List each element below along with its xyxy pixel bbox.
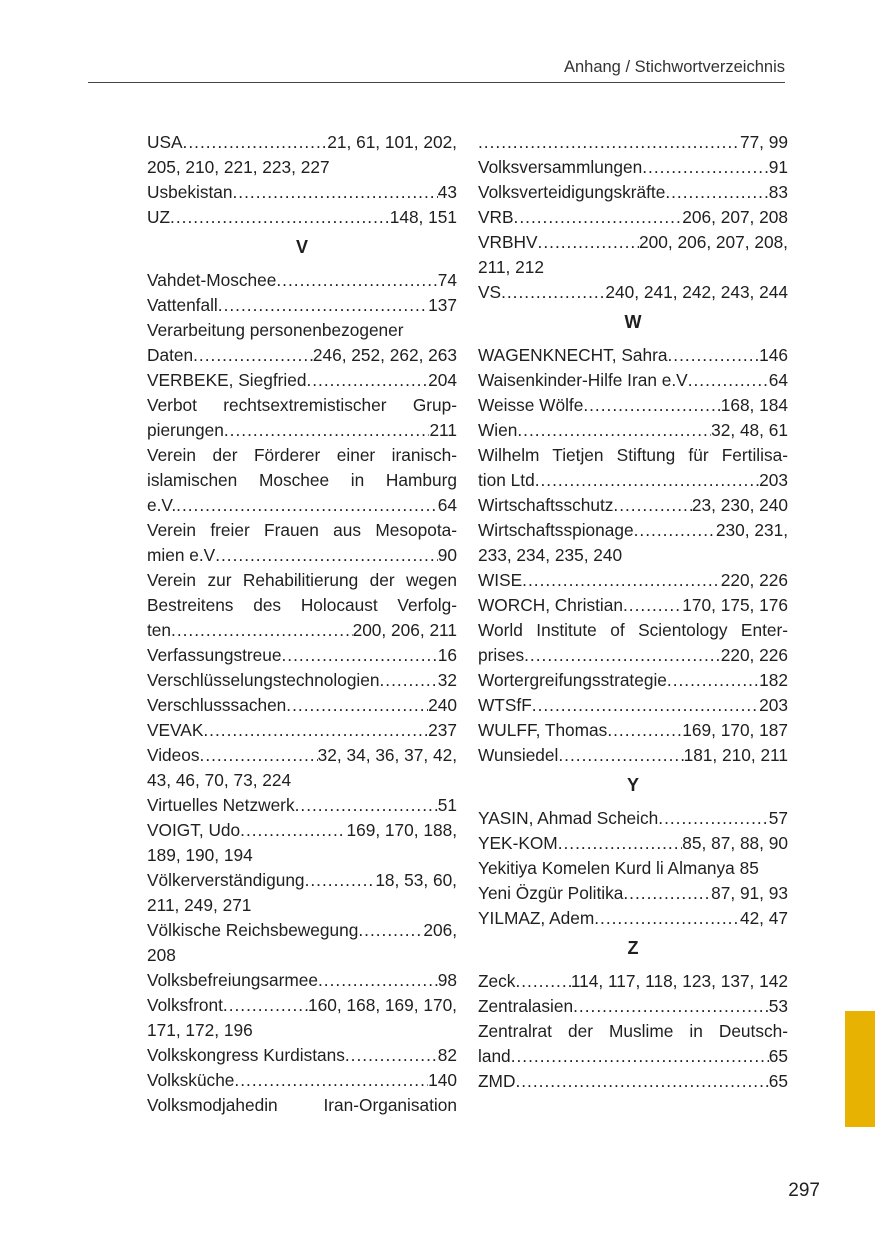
index-entry — [147, 130, 457, 155]
index-entry — [478, 994, 788, 1019]
index-entry — [478, 518, 788, 543]
dot-leader — [524, 643, 721, 668]
index-term: WORCH, Christian — [478, 595, 623, 615]
dot-leader — [607, 718, 682, 743]
index-entry — [147, 718, 457, 743]
dot-leader — [522, 568, 721, 593]
page-references: 87, 91, 93 — [711, 883, 788, 903]
dot-leader — [345, 1043, 438, 1068]
section-letter: W — [624, 312, 642, 332]
page-references: 146 — [759, 345, 788, 365]
index-entry — [478, 418, 788, 443]
dot-leader — [594, 906, 740, 931]
dot-leader — [240, 818, 346, 843]
page-references: 170, 175, 176 — [682, 595, 788, 615]
index-entry-line: 208 — [147, 945, 176, 965]
index-entry — [478, 743, 788, 768]
dot-leader — [223, 993, 308, 1018]
index-entry — [147, 818, 457, 843]
section-letter: V — [295, 237, 308, 257]
index-entry — [147, 368, 457, 393]
page-references: 90 — [437, 545, 457, 565]
page-references: 21, 61, 101, 202, — [327, 132, 457, 152]
index-entry-line: islamischen Moschee in Hamburg — [147, 470, 457, 490]
dot-leader — [558, 743, 683, 768]
page-references: 65 — [768, 1071, 788, 1091]
index-term: VRB — [478, 207, 514, 227]
page-references: 140 — [428, 1070, 457, 1090]
index-term: YEK-KOM — [478, 833, 558, 853]
index-column-right — [478, 130, 788, 1094]
index-term: Wien — [478, 420, 518, 440]
index-entry — [147, 743, 457, 768]
index-term: Zentralasien — [478, 996, 574, 1016]
page-references: 181, 210, 211 — [683, 745, 788, 765]
index-entry-line: Wilhelm Tietjen Stiftung für Fertilisa- — [478, 445, 788, 465]
index-term: YASIN, Ahmad Scheich — [478, 808, 659, 828]
page-references: 32 — [437, 670, 457, 690]
page-references: 169, 170, 187 — [682, 720, 788, 740]
index-entry — [147, 793, 457, 818]
page-references: 230, 231, — [715, 520, 788, 540]
dot-leader — [583, 393, 720, 418]
index-term: Völkische Reichsbewegung — [147, 920, 359, 940]
page-references: 77, 99 — [739, 132, 788, 152]
page-references: 204 — [428, 370, 457, 390]
index-term: e.V. — [147, 495, 177, 515]
page-references: 168, 184 — [720, 395, 788, 415]
index-term: Vahdet-Moschee — [147, 270, 277, 290]
header-rule — [88, 82, 785, 83]
index-entry — [147, 1043, 457, 1068]
dot-leader — [613, 493, 692, 518]
dot-leader — [538, 230, 640, 255]
page-references: 64 — [768, 370, 788, 390]
index-entry — [478, 593, 788, 618]
index-term: prises — [478, 645, 525, 665]
index-term: USA — [147, 132, 183, 152]
page-references: 160, 168, 169, 170, — [308, 995, 457, 1015]
page-references: 16 — [437, 645, 457, 665]
dot-leader — [667, 668, 759, 693]
index-term: WISE — [478, 570, 523, 590]
index-entry — [478, 230, 788, 255]
dot-leader — [668, 343, 760, 368]
index-entry-line: World Institute of Scientology Enter- — [478, 620, 788, 640]
index-term: Volksfront — [147, 995, 223, 1015]
page-references: 200, 206, 211 — [352, 620, 457, 640]
dot-leader — [501, 280, 605, 305]
dot-leader — [623, 593, 682, 618]
dot-leader — [573, 994, 769, 1019]
index-entry — [147, 618, 457, 643]
page-references: 57 — [768, 808, 788, 828]
dot-leader — [688, 368, 769, 393]
page-references: 51 — [437, 795, 457, 815]
index-entry — [147, 668, 457, 693]
dot-leader — [234, 1068, 428, 1093]
dot-leader — [295, 793, 438, 818]
page-references: 85, 87, 88, 90 — [682, 833, 788, 853]
dot-leader — [282, 643, 438, 668]
index-term: Vattenfall — [147, 295, 218, 315]
index-entry — [147, 993, 457, 1018]
index-term: Wortergreifungsstrategie — [478, 670, 667, 690]
page-references: 220, 226 — [720, 645, 788, 665]
index-entry-line: 189, 190, 194 — [147, 845, 253, 865]
page-references: 206, 207, 208 — [682, 207, 788, 227]
chapter-tab-marker — [845, 1011, 875, 1127]
index-term: Verschlüsselungstechnologien — [147, 670, 380, 690]
index-term: Verschlusssachen — [147, 695, 287, 715]
index-term: Videos — [147, 745, 200, 765]
index-term: UZ — [147, 207, 171, 227]
index-term: VRBHV — [478, 232, 538, 252]
dot-leader — [306, 368, 428, 393]
page-references: 18, 53, 60, — [375, 870, 457, 890]
index-entry — [478, 906, 788, 931]
dot-leader — [358, 918, 423, 943]
index-term: Verfassungstreue — [147, 645, 282, 665]
page-references: 240 — [428, 695, 457, 715]
index-term: Usbekistan — [147, 182, 233, 202]
index-term: Wirtschaftsschutz — [478, 495, 614, 515]
index-term: land — [478, 1046, 511, 1066]
index-entry — [147, 205, 457, 230]
page-references: 98 — [437, 970, 457, 990]
index-term: Waisenkinder-Hilfe Iran e.V — [478, 370, 688, 390]
index-term: pierungen — [147, 420, 224, 440]
dot-leader — [193, 343, 313, 368]
index-entry — [147, 268, 457, 293]
index-entry — [147, 418, 457, 443]
index-term: Wunsiedel — [478, 745, 559, 765]
index-entry — [478, 155, 788, 180]
index-term: WULFF, Thomas — [478, 720, 608, 740]
index-term: Virtuelles Netzwerk — [147, 795, 295, 815]
page-references: 23, 230, 240 — [691, 495, 788, 515]
index-entry — [478, 718, 788, 743]
index-term: Yeni Özgür Politika — [478, 883, 624, 903]
page-number: 297 — [788, 1180, 820, 1201]
index-entry-line: 211, 212 — [478, 257, 544, 277]
index-entry — [147, 693, 457, 718]
dot-leader — [517, 418, 711, 443]
index-entry — [478, 668, 788, 693]
index-term: VERBEKE, Siegfried — [147, 370, 307, 390]
index-term: VS — [478, 282, 502, 302]
index-term: Volkskongress Kurdistans — [147, 1045, 345, 1065]
index-entry — [147, 343, 457, 368]
index-entry — [147, 543, 457, 568]
dot-leader — [478, 130, 740, 155]
page-references: 64 — [437, 495, 457, 515]
dot-leader — [514, 205, 683, 230]
page-references: 148, 151 — [389, 207, 457, 227]
running-header: Anhang / Stichwortverzeichnis — [563, 58, 785, 76]
index-entry-line: Volksmodjahedin Iran-Organisation — [147, 1095, 457, 1115]
dot-leader — [532, 693, 759, 718]
index-entry-line: Verein der Förderer einer iranisch- — [147, 445, 457, 465]
index-entry — [147, 968, 457, 993]
dot-leader — [215, 543, 438, 568]
dot-leader — [200, 743, 318, 768]
index-entry — [478, 806, 788, 831]
index-term: WTSfF — [478, 695, 532, 715]
page-references: 91 — [768, 157, 788, 177]
index-entry-line: 171, 172, 196 — [147, 1020, 253, 1040]
page-references: 200, 206, 207, 208, — [639, 232, 788, 252]
index-entry-line: Yekitiya Komelen Kurd li Almanya 85 — [478, 858, 759, 878]
index-term: mien e.V — [147, 545, 216, 565]
index-entry — [478, 1069, 788, 1094]
dot-leader — [305, 868, 376, 893]
index-entry — [478, 468, 788, 493]
page-references: 237 — [428, 720, 457, 740]
index-entry-line: Verbot rechtsextremistischer Grup- — [147, 395, 457, 415]
page-references: 240, 241, 242, 243, 244 — [605, 282, 788, 302]
page-references: 65 — [768, 1046, 788, 1066]
page-references: 203 — [759, 695, 788, 715]
section-letter: Z — [627, 938, 639, 958]
index-entry — [478, 493, 788, 518]
section-letter: Y — [626, 775, 639, 795]
index-entry — [478, 368, 788, 393]
dot-leader — [515, 969, 570, 994]
page-references: 206, — [423, 920, 457, 940]
dot-leader — [176, 493, 438, 518]
page-references: 137 — [428, 295, 457, 315]
dot-leader — [642, 155, 769, 180]
index-entry — [147, 643, 457, 668]
index-entry — [478, 831, 788, 856]
index-entry — [147, 1068, 457, 1093]
dot-leader — [171, 618, 353, 643]
index-term: WAGENKNECHT, Sahra — [478, 345, 668, 365]
dot-leader — [183, 130, 328, 155]
page-references: 53 — [768, 996, 788, 1016]
index-entry — [478, 693, 788, 718]
page-references: 83 — [768, 182, 788, 202]
index-entry — [478, 180, 788, 205]
index-term: Daten — [147, 345, 194, 365]
index-entry — [147, 918, 457, 943]
dot-leader — [276, 268, 437, 293]
index-entry — [478, 1044, 788, 1069]
dot-leader — [170, 205, 390, 230]
page-references: 32, 48, 61 — [711, 420, 788, 440]
page-references: 42, 47 — [739, 908, 788, 928]
dot-leader — [218, 293, 428, 318]
index-entry — [478, 881, 788, 906]
page-references: 114, 117, 118, 123, 137, 142 — [570, 971, 788, 991]
index-entry — [147, 180, 457, 205]
index-entry-line: Verein freier Frauen aus Mesopota- — [147, 520, 457, 540]
dot-leader — [511, 1044, 769, 1069]
dot-leader — [665, 180, 768, 205]
index-entry — [478, 130, 788, 155]
dot-leader — [203, 718, 428, 743]
dot-leader — [623, 881, 711, 906]
page-references: 203 — [759, 470, 788, 490]
dot-leader — [233, 180, 438, 205]
index-term: VEVAK — [147, 720, 204, 740]
page-references: 220, 226 — [720, 570, 788, 590]
index-entry — [478, 568, 788, 593]
index-entry-line: Verein zur Rehabilitierung der wegen — [147, 570, 457, 590]
index-entry-line: 43, 46, 70, 73, 224 — [147, 770, 292, 790]
index-entry-line: 205, 210, 221, 223, 227 — [147, 157, 330, 177]
index-term: Volksverteidigungskräfte — [478, 182, 666, 202]
page-references: 43 — [437, 182, 457, 202]
dot-leader — [634, 518, 716, 543]
index-entry — [478, 969, 788, 994]
index-term: Volksversammlungen — [478, 157, 643, 177]
dot-leader — [318, 968, 438, 993]
index-entry — [478, 280, 788, 305]
page-references: 74 — [437, 270, 457, 290]
dot-leader — [558, 831, 683, 856]
index-entry — [147, 868, 457, 893]
index-term: ten — [147, 620, 172, 640]
dot-leader — [286, 693, 428, 718]
dot-leader — [515, 1069, 768, 1094]
index-entry — [478, 343, 788, 368]
index-term: ZMD — [478, 1071, 516, 1091]
index-entry — [147, 293, 457, 318]
page-references: 32, 34, 36, 37, 42, — [317, 745, 457, 765]
index-term: VOIGT, Udo — [147, 820, 241, 840]
index-entry-line: Bestreitens des Holocaust Verfolg- — [147, 595, 457, 615]
page-references: 246, 252, 262, 263 — [312, 345, 457, 365]
index-term: Volksküche — [147, 1070, 235, 1090]
dot-leader — [658, 806, 769, 831]
index-entry — [478, 643, 788, 668]
dot-leader — [380, 668, 438, 693]
index-term: tion Ltd — [478, 470, 535, 490]
index-term: YILMAZ, Adem — [478, 908, 595, 928]
page-references: 169, 170, 188, — [346, 820, 457, 840]
index-term: Zeck — [478, 971, 516, 991]
index-entry-line: Verarbeitung personenbezogener — [147, 320, 404, 340]
dot-leader — [535, 468, 759, 493]
dot-leader — [224, 418, 430, 443]
index-entry — [478, 393, 788, 418]
index-term: Wirtschaftsspionage — [478, 520, 634, 540]
page-references: 82 — [437, 1045, 457, 1065]
index-entry — [478, 205, 788, 230]
page-references: 211 — [429, 420, 457, 440]
page-references: 182 — [759, 670, 788, 690]
index-term: Volksbefreiungsarmee — [147, 970, 318, 990]
index-column-left — [147, 130, 457, 1118]
index-entry — [147, 493, 457, 518]
index-entry-line: Zentralrat der Muslime in Deutsch- — [478, 1021, 788, 1041]
index-term: Weisse Wölfe — [478, 395, 584, 415]
index-entry-line: 233, 234, 235, 240 — [478, 545, 623, 565]
index-entry-line: 211, 249, 271 — [147, 895, 252, 915]
index-term: Völkerverständigung — [147, 870, 305, 890]
